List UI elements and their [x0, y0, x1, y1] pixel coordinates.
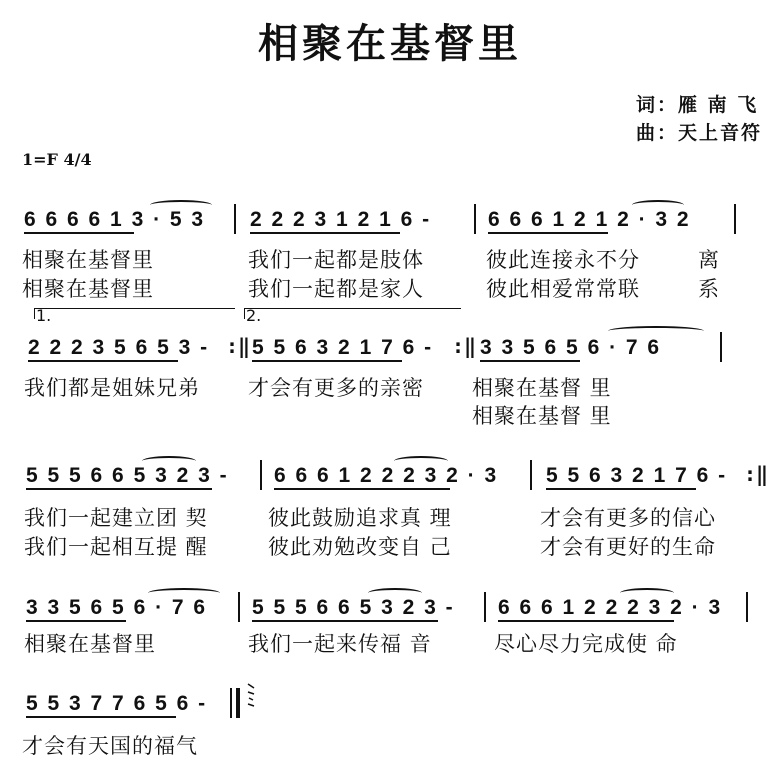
tie-arc: [148, 588, 220, 598]
measure-notes: 2 2 2 3 5 6 5 3 -: [28, 336, 210, 359]
lyric-line: 我们一起建立团 契: [24, 506, 208, 530]
bar-line: [260, 460, 262, 490]
repeat-end-sign: :‖: [452, 334, 477, 358]
underline: [250, 232, 400, 234]
underline: [28, 360, 178, 362]
bar-line: [474, 204, 476, 234]
underline: [252, 360, 402, 362]
song-title: 相聚在基督里: [258, 21, 522, 67]
underline: [546, 488, 696, 490]
bar-line: [234, 204, 236, 234]
repeat-end-sign: :‖: [226, 334, 251, 358]
lyric-line: 我们一起都是家人: [248, 277, 424, 301]
measure-notes: 2 2 2 3 1 2 1 6 -: [250, 208, 432, 231]
tie-arc: [620, 588, 674, 598]
tie-arc: [150, 200, 212, 210]
repeat-sign: :‖: [744, 462, 769, 486]
lyric-line: 才会有天国的福气: [22, 734, 198, 758]
underline: [274, 488, 450, 490]
lyric-line: 我们一起都是肢体: [248, 248, 424, 272]
lyric-line: 相聚在基督里: [22, 277, 154, 301]
measure-notes: 6 6 6 6 1 3 · 5 3: [24, 208, 206, 231]
lyric-line: 相聚在基督里: [22, 248, 154, 272]
underline: [26, 620, 126, 622]
lyric-line: 才会有更多的亲密: [248, 376, 424, 400]
lyric-line: 系: [698, 277, 720, 301]
underline: [488, 232, 608, 234]
underline: [26, 488, 212, 490]
underline: [480, 360, 580, 362]
lyric-line: 彼此连接永不分: [486, 248, 640, 272]
decorative-seal: [246, 682, 256, 708]
underline: [26, 716, 176, 718]
lyric-line: 离: [698, 248, 720, 272]
lyric-line: 才会有更多的信心: [540, 506, 716, 530]
bar-line: [238, 592, 240, 622]
tie-arc: [608, 326, 704, 336]
volta-bracket-1: [34, 308, 235, 319]
measure-notes: 6 6 6 1 2 1 2 · 3 2: [488, 208, 691, 231]
lyric-line: 尽心尽力完成使 命: [494, 632, 678, 656]
tie-arc: [394, 456, 448, 466]
underline: [24, 232, 134, 234]
lyric-line: 彼此鼓励追求真 理: [268, 506, 452, 530]
measure-notes: 6 6 6 1 2 2 2 3 2 · 3: [274, 464, 499, 487]
volta-bracket-2: [244, 308, 461, 319]
final-bar-thick: [236, 688, 240, 718]
measure-notes: 5 5 5 6 6 5 3 2 3 -: [252, 596, 455, 619]
composer-credit: 曲：天上音符: [636, 122, 763, 144]
measure-notes: 5 5 6 3 2 1 7 6 -: [546, 464, 728, 487]
lyric-line: 彼此劝勉改变自 己: [268, 535, 452, 559]
bar-line: [484, 592, 486, 622]
lyric-line: 才会有更好的生命: [540, 535, 716, 559]
bar-line: [720, 332, 722, 362]
lyric-line: 我们都是姐妹兄弟: [24, 376, 200, 400]
measure-notes: 3 3 5 6 5 6 · 7 6: [480, 336, 662, 359]
bar-line: [734, 204, 736, 234]
measure-notes: 6 6 6 1 2 2 2 3 2 · 3: [498, 596, 723, 619]
measure-notes: 5 5 6 3 2 1 7 6 -: [252, 336, 434, 359]
tie-arc: [142, 456, 196, 466]
bar-line: [530, 460, 532, 490]
measure-notes: 5 5 5 6 6 5 3 2 3 -: [26, 464, 229, 487]
underline: [498, 620, 674, 622]
volta-label: 1.: [36, 306, 52, 325]
measure-notes: 3 3 5 6 5 6 · 7 6: [26, 596, 208, 619]
lyric-line: 相聚在基督里: [24, 632, 156, 656]
lyric-line: 相聚在基督 里: [472, 376, 612, 400]
key-signature: 1=F 4/4: [22, 150, 92, 169]
lyric-line: 我们一起相互提 醒: [24, 535, 208, 559]
underline: [252, 620, 438, 622]
volta-label: 2.: [246, 306, 262, 325]
measure-notes: 5 5 3 7 7 6 5 6 -: [26, 692, 208, 715]
lyric-line: 彼此相爱常常联: [486, 277, 640, 301]
lyric-line: 我们一起来传福 音: [248, 632, 432, 656]
final-bar-thin: [230, 688, 232, 718]
bar-line: [746, 592, 748, 622]
tie-arc: [632, 200, 684, 210]
tie-arc: [368, 588, 422, 598]
lyric-line: 相聚在基督 里: [472, 404, 612, 428]
lyricist-credit: 词：雁 南 飞: [636, 94, 759, 116]
